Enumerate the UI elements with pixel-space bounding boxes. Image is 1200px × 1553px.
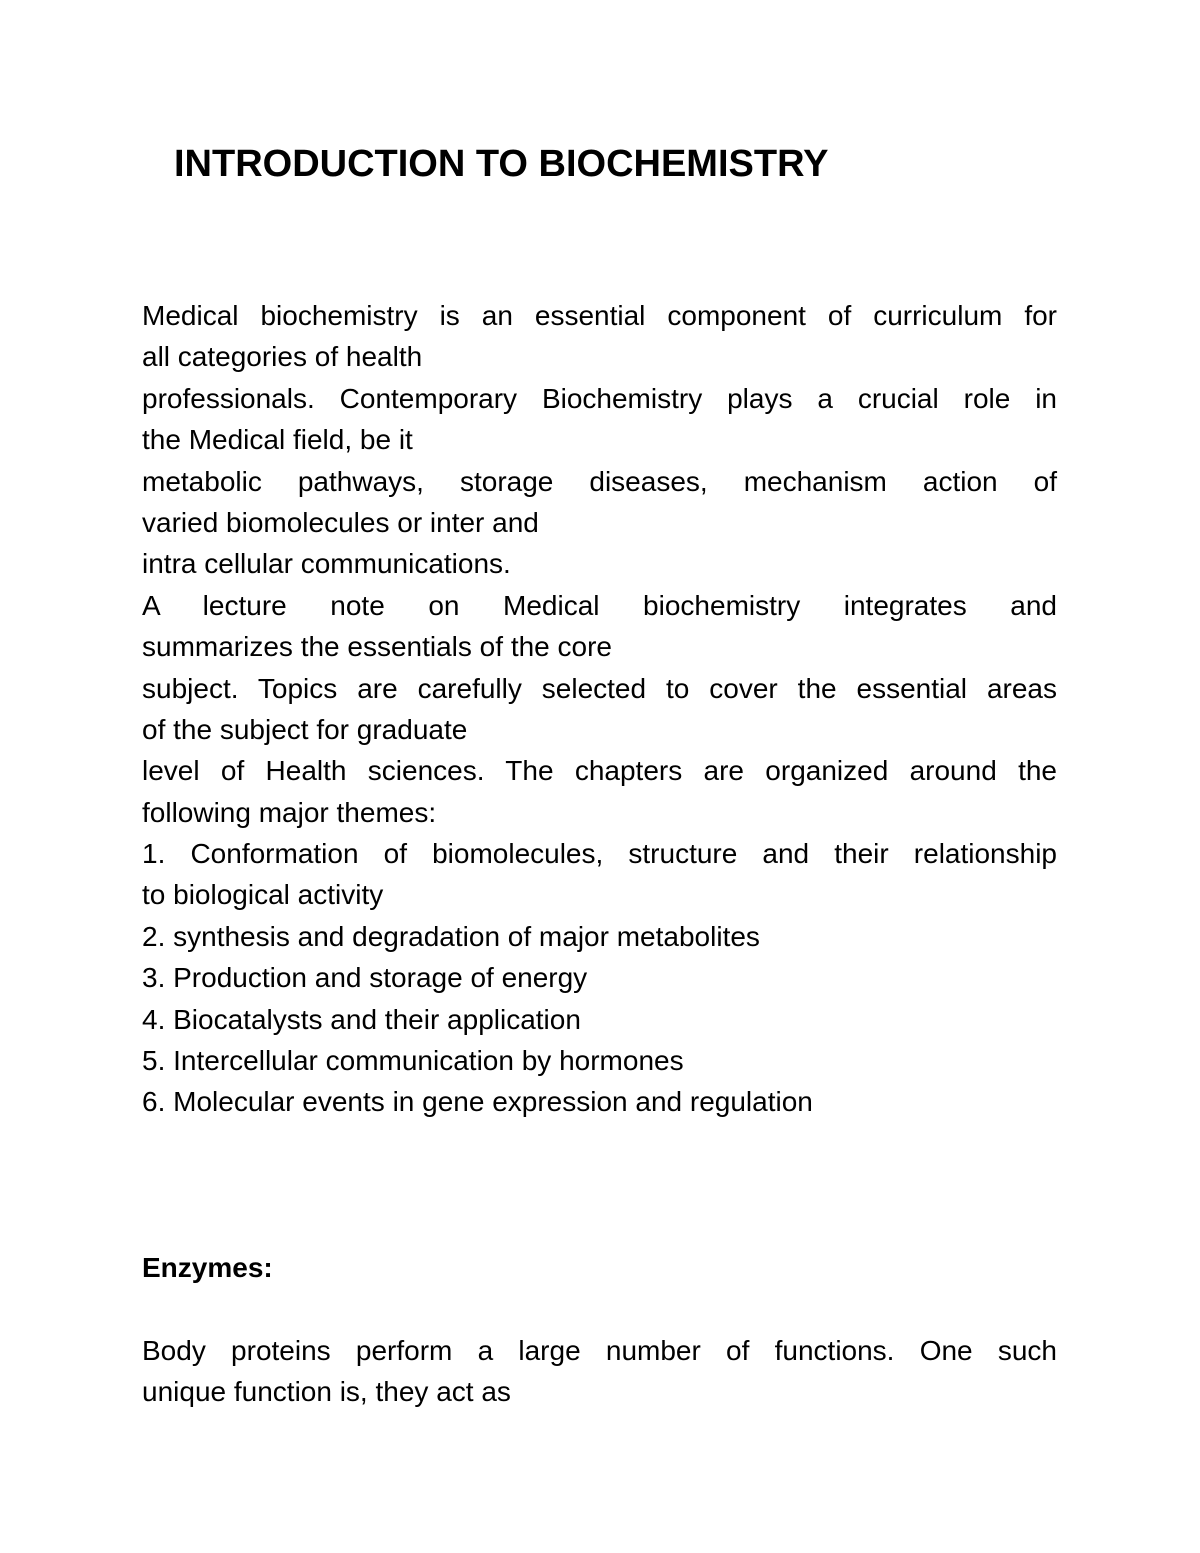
list-item: 5. Intercellular communication by hormones [142, 1045, 684, 1077]
text-line: the Medical field, be it [142, 424, 413, 456]
text-line: varied biomolecules or inter and [142, 506, 539, 538]
text-line: metabolic pathways, storage diseases, mechanism action of [142, 465, 1057, 497]
list-item: 3. Production and storage of energy [142, 962, 588, 994]
enzymes-heading: Enzymes: [142, 1252, 273, 1283]
text-line: Body proteins perform a large number of functions. One such [142, 1335, 1057, 1366]
intro-paragraph [142, 295, 1057, 1123]
text-line: unique function is, they act as [142, 1376, 511, 1408]
list-item: 4. Biocatalysts and their application [142, 1003, 581, 1035]
text-line: level of Health sciences. The chapters are organized around the [142, 755, 1057, 787]
list-item: 6. Molecular events in gene expression and regulation [142, 1086, 813, 1118]
list-item: 2. synthesis and degradation of major metabolites [142, 920, 760, 952]
text-line: following major themes: [142, 796, 437, 828]
text-line: of the subject for graduate [142, 713, 468, 745]
text-line: A lecture note on Medical biochemistry integrates and [142, 589, 1057, 621]
text-line: subject. Topics are carefully selected to cover the essential areas [142, 672, 1057, 704]
list-item-continuation: to biological activity [142, 879, 384, 911]
text-line: Medical biochemistry is an essential component of curriculum for [142, 300, 1057, 331]
enzymes-paragraph [142, 1330, 1057, 1413]
document-title: INTRODUCTION TO BIOCHEMISTRY [174, 143, 829, 185]
text-line: summarizes the essentials of the core [142, 631, 612, 663]
text-line: professionals. Contemporary Biochemistry plays a crucial role in [142, 382, 1057, 414]
text-line: intra cellular communications. [142, 548, 511, 580]
list-item: 1. Conformation of biomolecules, structure and their relationship [142, 838, 1057, 870]
text-line: all categories of health [142, 341, 423, 373]
